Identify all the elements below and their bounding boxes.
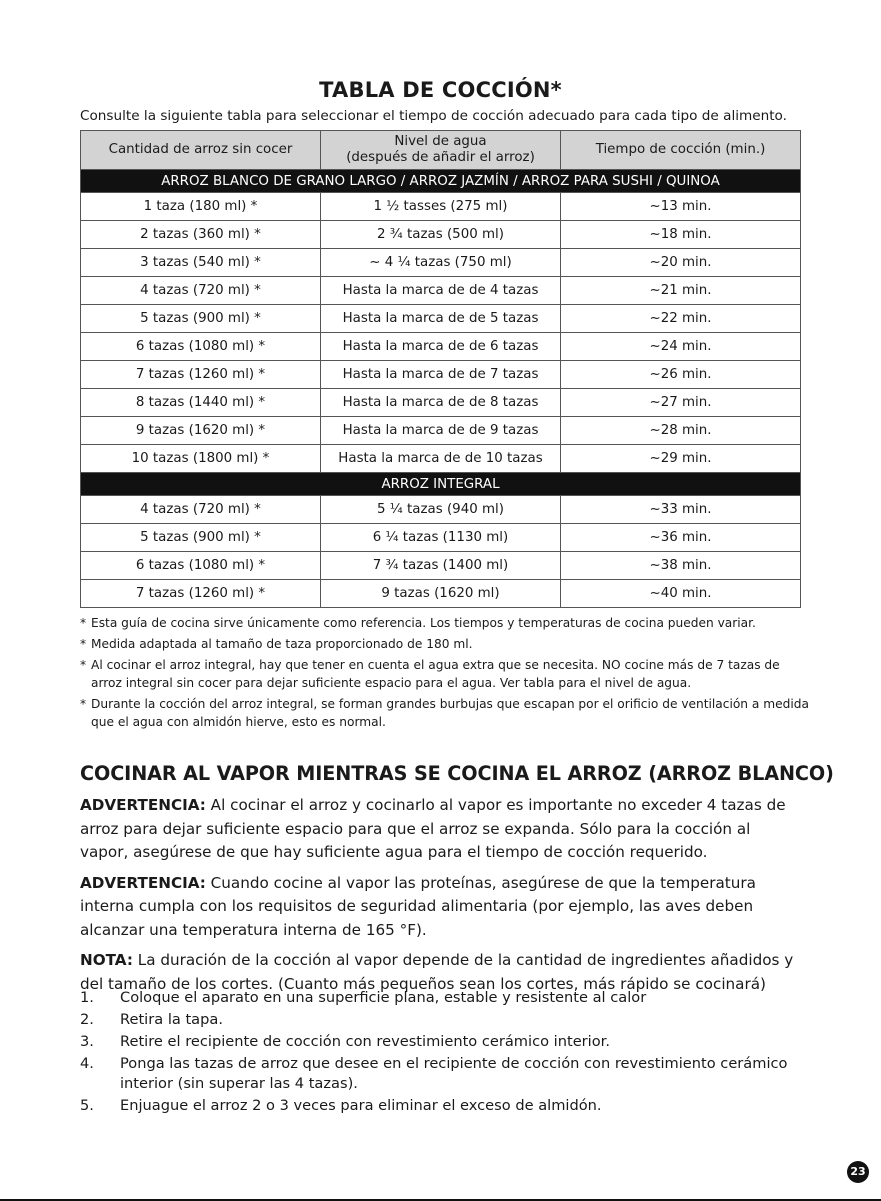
step-item	[80, 1032, 800, 1052]
table-row	[81, 552, 801, 580]
intro-text: Consulte la siguiente tabla para seleccionar el tiempo de cocción adecuado para cada tipo de alimento.	[80, 108, 787, 124]
section-row-white-rice	[81, 170, 801, 193]
step-text: Coloque el aparato en una superficie plana, estable y resistente al calor	[120, 989, 647, 1006]
warnings-block	[80, 794, 800, 1003]
footnote-text: Esta guía de cocina sirve únicamente como referencia. Los tiempos y temperaturas de cocina pueden variar.	[91, 616, 756, 630]
table-row	[81, 496, 801, 524]
table-row	[81, 389, 801, 417]
cell-cook-time: ~36 min.	[561, 524, 801, 552]
cell-cook-time: ~21 min.	[561, 277, 801, 305]
step-text: Enjuague el arroz 2 o 3 veces para eliminar el exceso de almidón.	[120, 1097, 602, 1114]
table-header-row	[81, 131, 801, 170]
warning-paragraph	[80, 794, 800, 865]
table-row	[81, 193, 801, 221]
cell-cook-time: ~22 min.	[561, 305, 801, 333]
steam-heading: COCINAR AL VAPOR MIENTRAS SE COCINA EL ARROZ (ARROZ BLANCO)	[80, 762, 834, 785]
table-row	[81, 221, 801, 249]
page-title: TABLA DE COCCIÓN*	[319, 78, 562, 102]
warning-label: ADVERTENCIA:	[80, 796, 206, 814]
cell-cook-time: ~38 min.	[561, 552, 801, 580]
header-rice-amount: Cantidad de arroz sin cocer	[81, 131, 321, 170]
cell-cook-time: ~27 min.	[561, 389, 801, 417]
header-water-level-line1: Nivel de agua	[394, 134, 487, 149]
footnote-text: Al cocinar el arroz integral, hay que tener en cuenta el agua extra que se necesita. NO cocine más de 7 tazas de arroz integral sin cocer para dejar suficiente espacio para el agua. Ver tabla para el nivel de agua.	[91, 658, 780, 690]
cell-rice-amount: 5 tazas (900 ml) *	[81, 305, 321, 333]
table-row	[81, 580, 801, 608]
step-text: Retire el recipiente de cocción con revestimiento cerámico interior.	[120, 1033, 610, 1050]
cell-water-level: 5 ¼ tazas (940 ml)	[321, 496, 561, 524]
cell-water-level: Hasta la marca de de 9 tazas	[321, 417, 561, 445]
cell-water-level: 2 ¾ tazas (500 ml)	[321, 221, 561, 249]
footnote-marker: *	[80, 637, 87, 651]
cell-water-level: 1 ½ tasses (275 ml)	[321, 193, 561, 221]
cell-rice-amount: 6 tazas (1080 ml) *	[81, 552, 321, 580]
header-water-level	[321, 131, 561, 170]
cell-cook-time: ~29 min.	[561, 445, 801, 473]
cell-cook-time: ~18 min.	[561, 221, 801, 249]
step-text: Ponga las tazas de arroz que desee en el recipiente de cocción con revestimiento cerámico interior (sin superar las 4 tazas).	[120, 1055, 788, 1092]
cell-water-level: Hasta la marca de de 5 tazas	[321, 305, 561, 333]
table-row	[81, 417, 801, 445]
cell-rice-amount: 10 tazas (1800 ml) *	[81, 445, 321, 473]
warning-text: Al cocinar el arroz y cocinarlo al vapor es importante no exceder 4 tazas de arroz para dejar suficiente espacio para que el arroz se expanda. Sólo para la cocción al vapor, asegúrese de que hay suficiente agua para el tiempo de cocción requerido.	[80, 796, 786, 861]
footnote	[80, 656, 810, 692]
section-label-brown-rice: ARROZ INTEGRAL	[81, 473, 801, 496]
cell-cook-time: ~33 min.	[561, 496, 801, 524]
step-item	[80, 1096, 800, 1116]
cell-cook-time: ~40 min.	[561, 580, 801, 608]
section-label-white-rice: ARROZ BLANCO DE GRANO LARGO / ARROZ JAZMÍN / ARROZ PARA SUSHI / QUINOA	[81, 170, 801, 193]
cell-water-level: 7 ¾ tazas (1400 ml)	[321, 552, 561, 580]
step-number: 2.	[80, 1011, 94, 1028]
table-row	[81, 524, 801, 552]
step-item	[80, 988, 800, 1008]
cell-cook-time: ~26 min.	[561, 361, 801, 389]
cooking-table	[80, 130, 801, 608]
cell-rice-amount: 3 tazas (540 ml) *	[81, 249, 321, 277]
section-row-brown-rice	[81, 473, 801, 496]
footnote-marker: *	[80, 616, 87, 630]
warning-text: La duración de la cocción al vapor depende de la cantidad de ingredientes añadidos y del tamaño de los cortes. (Cuanto más pequeños sean los cortes, más rápido se cocinará)	[80, 951, 794, 993]
cell-water-level: ~ 4 ¼ tazas (750 ml)	[321, 249, 561, 277]
step-number: 4.	[80, 1055, 94, 1072]
cell-rice-amount: 6 tazas (1080 ml) *	[81, 333, 321, 361]
page-number-badge: 23	[847, 1161, 869, 1183]
header-cook-time: Tiempo de cocción (min.)	[561, 131, 801, 170]
cell-rice-amount: 7 tazas (1260 ml) *	[81, 361, 321, 389]
footnote-text: Medida adaptada al tamaño de taza proporcionado de 180 ml.	[91, 637, 473, 651]
cell-cook-time: ~28 min.	[561, 417, 801, 445]
table-body	[81, 170, 801, 608]
cell-rice-amount: 2 tazas (360 ml) *	[81, 221, 321, 249]
footnote	[80, 614, 810, 632]
table-row	[81, 445, 801, 473]
cell-rice-amount: 5 tazas (900 ml) *	[81, 524, 321, 552]
table-row	[81, 305, 801, 333]
table-row	[81, 277, 801, 305]
footnote-marker: *	[80, 658, 87, 672]
warning-label: NOTA:	[80, 951, 133, 969]
cell-water-level: 9 tazas (1620 ml)	[321, 580, 561, 608]
cell-rice-amount: 7 tazas (1260 ml) *	[81, 580, 321, 608]
step-number: 1.	[80, 989, 94, 1006]
cell-water-level: 6 ¼ tazas (1130 ml)	[321, 524, 561, 552]
step-item	[80, 1010, 800, 1030]
step-item	[80, 1054, 800, 1094]
cell-rice-amount: 8 tazas (1440 ml) *	[81, 389, 321, 417]
cell-rice-amount: 1 taza (180 ml) *	[81, 193, 321, 221]
cell-cook-time: ~24 min.	[561, 333, 801, 361]
warning-text: Cuando cocine al vapor las proteínas, asegúrese de que la temperatura interna cumpla con los requisitos de seguridad alimentaria (por ejemplo, las aves deben alcanzar una temperatura interna de 165 °F).	[80, 873, 756, 939]
cell-cook-time: ~13 min.	[561, 193, 801, 221]
cell-water-level: Hasta la marca de de 4 tazas	[321, 277, 561, 305]
cell-water-level: Hasta la marca de de 10 tazas	[321, 445, 561, 473]
steps-list	[80, 988, 800, 1118]
cell-water-level: Hasta la marca de de 6 tazas	[321, 333, 561, 361]
cell-rice-amount: 4 tazas (720 ml) *	[81, 496, 321, 524]
cell-water-level: Hasta la marca de de 8 tazas	[321, 389, 561, 417]
step-text: Retira la tapa.	[120, 1011, 223, 1028]
cell-rice-amount: 9 tazas (1620 ml) *	[81, 417, 321, 445]
table-row	[81, 333, 801, 361]
warning-paragraph	[80, 872, 800, 943]
step-number: 5.	[80, 1097, 94, 1114]
table-row	[81, 361, 801, 389]
cell-water-level: Hasta la marca de de 7 tazas	[321, 361, 561, 389]
footnotes	[80, 614, 810, 734]
footnote-text: Durante la cocción del arroz integral, se forman grandes burbujas que escapan por el orificio de ventilación a medida que el agua con almidón hierve, esto es normal.	[91, 697, 809, 729]
step-number: 3.	[80, 1033, 94, 1050]
header-water-level-line2: (después de añadir el arroz)	[346, 150, 535, 165]
warning-label: ADVERTENCIA:	[80, 873, 206, 892]
cell-cook-time: ~20 min.	[561, 249, 801, 277]
cell-rice-amount: 4 tazas (720 ml) *	[81, 277, 321, 305]
footnote	[80, 635, 810, 653]
footnote	[80, 695, 810, 731]
footnote-marker: *	[80, 697, 87, 711]
table-row	[81, 249, 801, 277]
